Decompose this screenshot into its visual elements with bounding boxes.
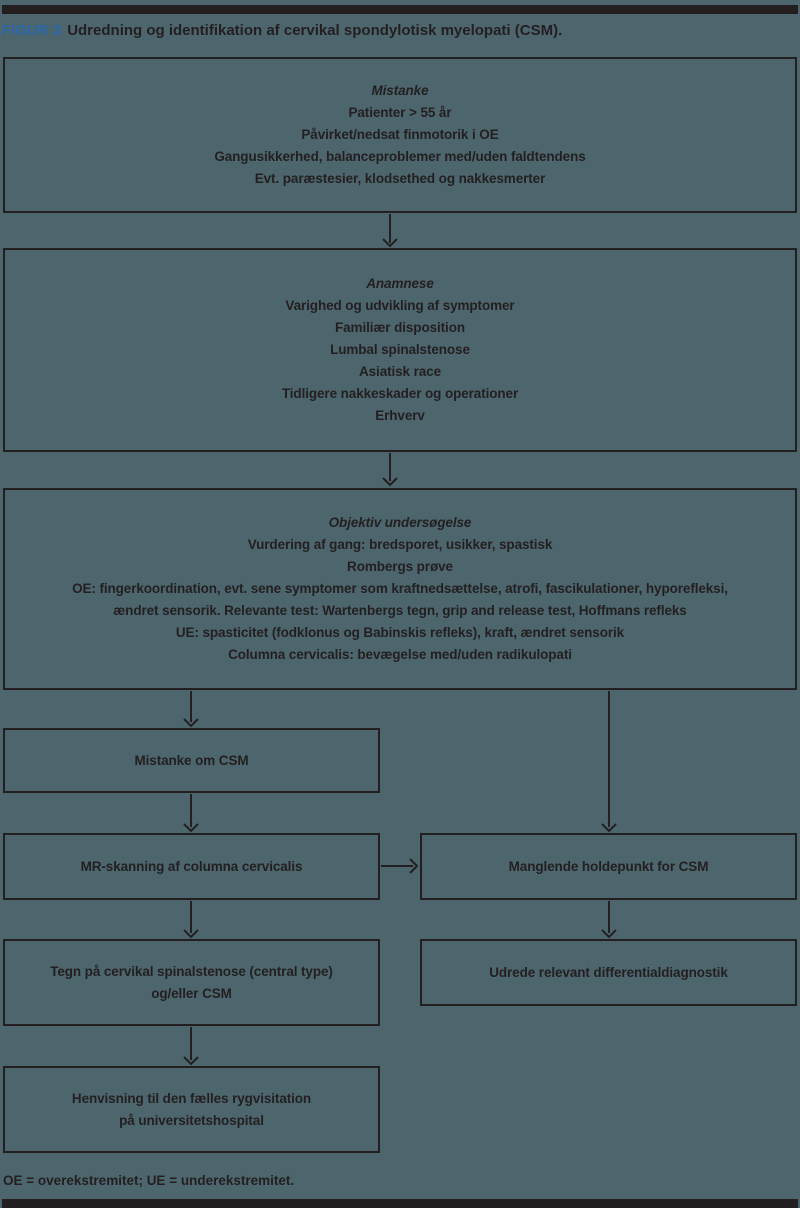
top-rule (2, 5, 798, 14)
box-mistanke-heading: Mistanke (371, 83, 429, 98)
bottom-rule (2, 1199, 798, 1208)
box-anamnese-heading: Anamnese (366, 276, 434, 291)
box-mr-skanning (3, 833, 380, 900)
arrow-mr-to-tegn (184, 901, 198, 937)
box-henvisning-line: Henvisning til den fælles rygvisitation (71, 1090, 312, 1106)
box-anamnese-line: Tidligere nakkeskader og operationer (281, 386, 519, 401)
box-anamnese-line: Familiær disposition (334, 320, 465, 335)
box-tegn-line: og/eller CSM (151, 985, 232, 1001)
box-henvisning-rygvisitation (3, 1066, 380, 1153)
box-objektiv-line: Rombergs prøve (347, 559, 453, 574)
box-mistanke-line: Påvirket/nedsat finmotorik i OE (301, 127, 499, 142)
box-objektiv-line: Columna cervicalis: bevægelse med/uden radikulopati (228, 647, 572, 662)
figure-title (2, 22, 562, 40)
arrow-anamnese-to-objektiv (383, 453, 397, 485)
footnote: OE = overekstremitet; UE = underekstremitet. (3, 1173, 295, 1188)
box-mistanke (3, 57, 797, 213)
box-objektiv-line: ændret sensorik. Relevante test: Wartenbergs tegn, grip and release test, Hoffmans refleks (113, 603, 687, 618)
arrow-mistanke-csm-to-mr (184, 794, 198, 831)
box-udrede-differentialdiagnostik (420, 939, 797, 1006)
box-mistanke-om-csm-label: Mistanke om CSM (134, 752, 249, 768)
box-mr-skanning-label: MR-skanning af columna cervicalis (80, 858, 303, 874)
box-mistanke-line: Gangusikkerhed, balanceproblemer med/uden faldtendens (214, 149, 586, 164)
box-objektiv-line: OE: fingerkoordination, evt. sene symptomer som kraftnedsættelse, atrofi, fascikulationer, hyporefleksi, (72, 581, 728, 596)
box-anamnese-line: Asiatisk race (358, 364, 441, 379)
arrow-manglende-to-udrede (602, 901, 616, 937)
arrow-mr-to-manglende (381, 859, 417, 873)
box-tegn-line: Tegn på cervikal spinalstenose (central type) (50, 963, 333, 979)
arrow-objektiv-to-manglende (602, 691, 616, 831)
box-objektiv-line: Vurdering af gang: bredsporet, usikker, spastisk (247, 537, 553, 552)
box-manglende-holdepunkt-label: Manglende holdepunkt for CSM (508, 858, 709, 874)
arrow-objektiv-to-mistanke-csm (184, 691, 198, 726)
figure-label: FIGUR 3 (2, 22, 62, 39)
box-udrede-label: Udrede relevant differentialdiagnostik (489, 964, 728, 980)
box-anamnese-line: Lumbal spinalstenose (330, 342, 470, 357)
box-objektiv-line: UE: spasticitet (fodklonus og Babinskis refleks), kraft, ændret sensorik (175, 625, 625, 640)
box-mistanke-line: Patienter > 55 år (348, 105, 452, 120)
box-objektiv-undersoegelse (3, 488, 797, 690)
box-objektiv-heading: Objektiv undersøgelse (328, 515, 472, 530)
arrow-tegn-to-henvisning (184, 1027, 198, 1064)
box-tegn-paa-spinalstenose (3, 939, 380, 1026)
box-mistanke-om-csm (3, 728, 380, 793)
box-anamnese (3, 248, 797, 452)
box-henvisning-line: på universitetshospital (119, 1112, 264, 1128)
box-manglende-holdepunkt (420, 833, 797, 900)
arrow-mistanke-to-anamnese (383, 214, 397, 246)
figure-caption: Udredning og identifikation af cervikal spondylotisk myelopati (CSM). (67, 22, 563, 39)
box-mistanke-line: Evt. paræstesier, klodsethed og nakkesmerter (254, 171, 546, 186)
box-anamnese-line: Erhverv (375, 408, 425, 423)
box-anamnese-line: Varighed og udvikling af symptomer (285, 298, 515, 313)
